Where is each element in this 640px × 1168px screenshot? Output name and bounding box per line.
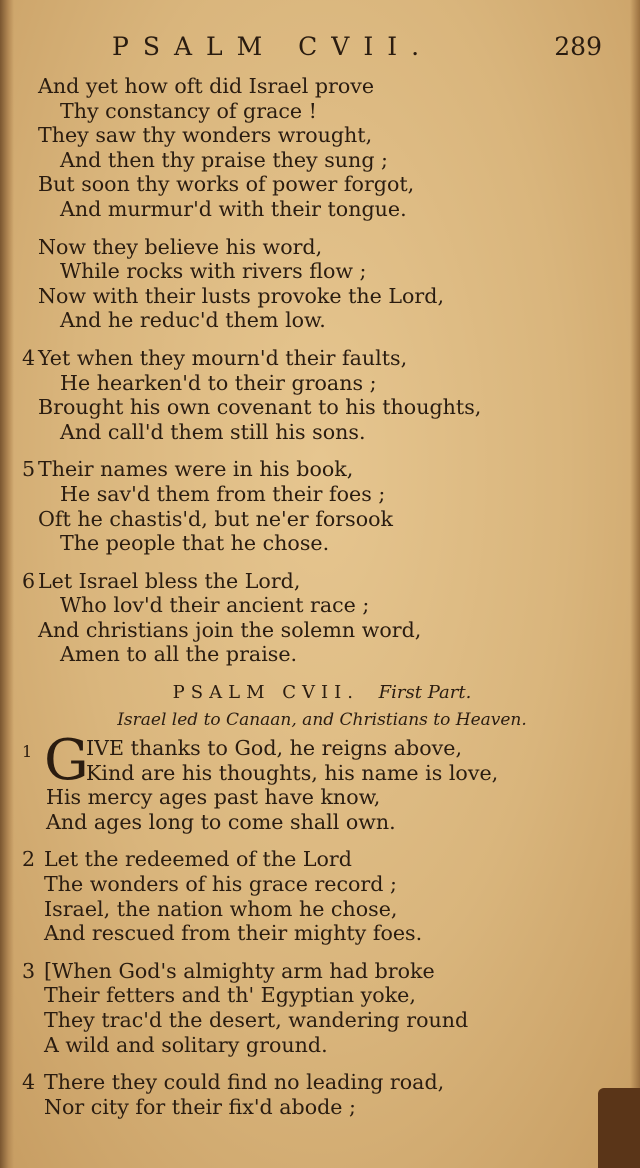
stanza (22, 346, 622, 444)
stanza (22, 235, 622, 333)
top-stanzas (22, 74, 622, 667)
stanza-line (22, 284, 622, 309)
stanza-line-text: They trac'd the desert, wandering round (44, 1008, 469, 1032)
stanza-line (22, 618, 622, 643)
stanza-line (22, 235, 622, 260)
stanza-line-text: Let the redeemed of the Lord (44, 847, 352, 872)
stanza-line-text: Nor city for their fix'd abode ; (44, 1094, 356, 1119)
stanza-line (22, 99, 622, 124)
stanza-line-text: He sav'd them from their foes ; (60, 481, 386, 506)
stanza-number: 4 (22, 345, 36, 370)
stanza-line (22, 593, 622, 618)
stanza-line (22, 847, 622, 872)
stanza-line (22, 123, 622, 148)
psalm-subtitle: Israel led to Canaan, and Christians to Heaven. (117, 710, 527, 731)
stanza-line (22, 569, 622, 594)
stanza-line (22, 259, 622, 284)
stanza-line-text: [When God's almighty arm had broke (44, 958, 435, 983)
stanza-line (22, 872, 622, 897)
stanza-number: 3 (22, 958, 36, 983)
stanza-line (22, 959, 622, 984)
stanza-line-text: And then thy praise they sung ; (60, 147, 388, 172)
stanza-line: And ages long to come shall own. (46, 809, 396, 834)
stanza-line-text: And yet how oft did Israel prove (38, 74, 375, 98)
stanza-line-text: They saw thy wonders wrought, (38, 123, 373, 148)
stanza-line-text: Let Israel bless the Lord, (38, 568, 301, 593)
stanza-line (22, 507, 622, 532)
stanza-line (22, 420, 622, 445)
stanza-line (22, 74, 622, 99)
header-title: PSALM CVII. (112, 32, 434, 61)
page-edge-shadow (630, 0, 640, 1168)
stanza (22, 847, 622, 945)
stanza-line (22, 457, 622, 482)
stanza-line (22, 897, 622, 922)
stanza-line (22, 1095, 622, 1120)
stanza-line (22, 395, 622, 420)
bottom-stanzas (22, 847, 622, 1119)
stanza-line (22, 197, 622, 222)
stanza-line-text: Amen to all the praise. (60, 642, 298, 667)
stanza-line-text: And rescued from their mighty foes. (44, 921, 423, 946)
stanza-line-text: There they could find no leading road, (44, 1070, 445, 1095)
psalm-heading-part: First Part. (378, 682, 472, 704)
stanza (22, 569, 622, 667)
stanza-number: 4 (22, 1070, 36, 1095)
running-header (0, 32, 640, 72)
stanza-line (22, 346, 622, 371)
stanza-line (22, 921, 622, 946)
stanza-line-text: Their fetters and th' Egyptian yoke, (44, 983, 416, 1008)
stanza (22, 457, 622, 555)
stanza-line-text: And he reduc'd them low. (60, 308, 326, 333)
stanza-line (22, 983, 622, 1008)
stanza-line (22, 1033, 622, 1058)
stanza-line-text: Yet when they mourn'd their faults, (38, 345, 408, 370)
stanza-line-text: A wild and solitary ground. (44, 1032, 328, 1057)
stanza-line (22, 482, 622, 507)
first-stanza (22, 728, 622, 834)
stanza-line: Kind are his thoughts, his name is love, (86, 760, 499, 785)
stanza-line-text: But soon thy works of power forgot, (38, 172, 415, 197)
psalm-heading (22, 680, 622, 706)
psalm-heading-title: PSALM CVII. (172, 682, 359, 704)
stanza-line-text: Israel, the nation whom he chose, (44, 896, 398, 921)
stanza-line-text: While rocks with rivers flow ; (60, 259, 367, 284)
stanza (22, 959, 622, 1057)
stanza-line: His mercy ages past have know, (46, 785, 381, 810)
stanza-line (22, 1070, 622, 1095)
stanza-line-text: Now they believe his word, (38, 234, 323, 259)
stanza-line (22, 1008, 622, 1033)
page-binding-shadow (0, 0, 14, 1168)
stanza-line-text: Their names were in his book, (38, 457, 354, 482)
stanza-line (22, 172, 622, 197)
stanza-line (22, 531, 622, 556)
stanza-line (22, 371, 622, 396)
stanza-line-text: He hearken'd to their groans ; (60, 370, 377, 395)
stanza-line (22, 308, 622, 333)
stanza-number: 6 (22, 568, 36, 593)
stanza-line-text: Oft he chastis'd, but ne'er forsook (38, 506, 394, 531)
stanza-line-text: And murmur'd with their tongue. (60, 196, 407, 221)
stanza-line-text: Thy constancy of grace ! (60, 98, 317, 123)
stanza-line (22, 642, 622, 667)
stanza-number: 2 (22, 847, 36, 872)
stanza-number: 1 (22, 742, 33, 762)
stanza (22, 74, 622, 222)
stanza-line-text: Now with their lusts provoke the Lord, (38, 283, 444, 308)
stanza-line (22, 148, 622, 173)
page-number: 289 (554, 32, 602, 61)
stanza-line-text: The people that he chose. (60, 531, 330, 556)
stanza-line-text: The wonders of his grace record ; (44, 872, 397, 897)
stanza-line-text: And call'd them still his sons. (60, 419, 366, 444)
stanza-number: 5 (22, 457, 36, 482)
stanza-line-text: Brought his own covenant to his thoughts, (38, 395, 482, 420)
page-content (22, 74, 622, 1132)
stanza-line-text: And christians join the solemn word, (38, 617, 422, 642)
stanza-line: IVE thanks to God, he reigns above, (86, 736, 463, 761)
drop-cap-letter: G (44, 728, 89, 794)
stanza (22, 1070, 622, 1119)
stanza-line-text: Who lov'd their ancient race ; (60, 593, 370, 618)
